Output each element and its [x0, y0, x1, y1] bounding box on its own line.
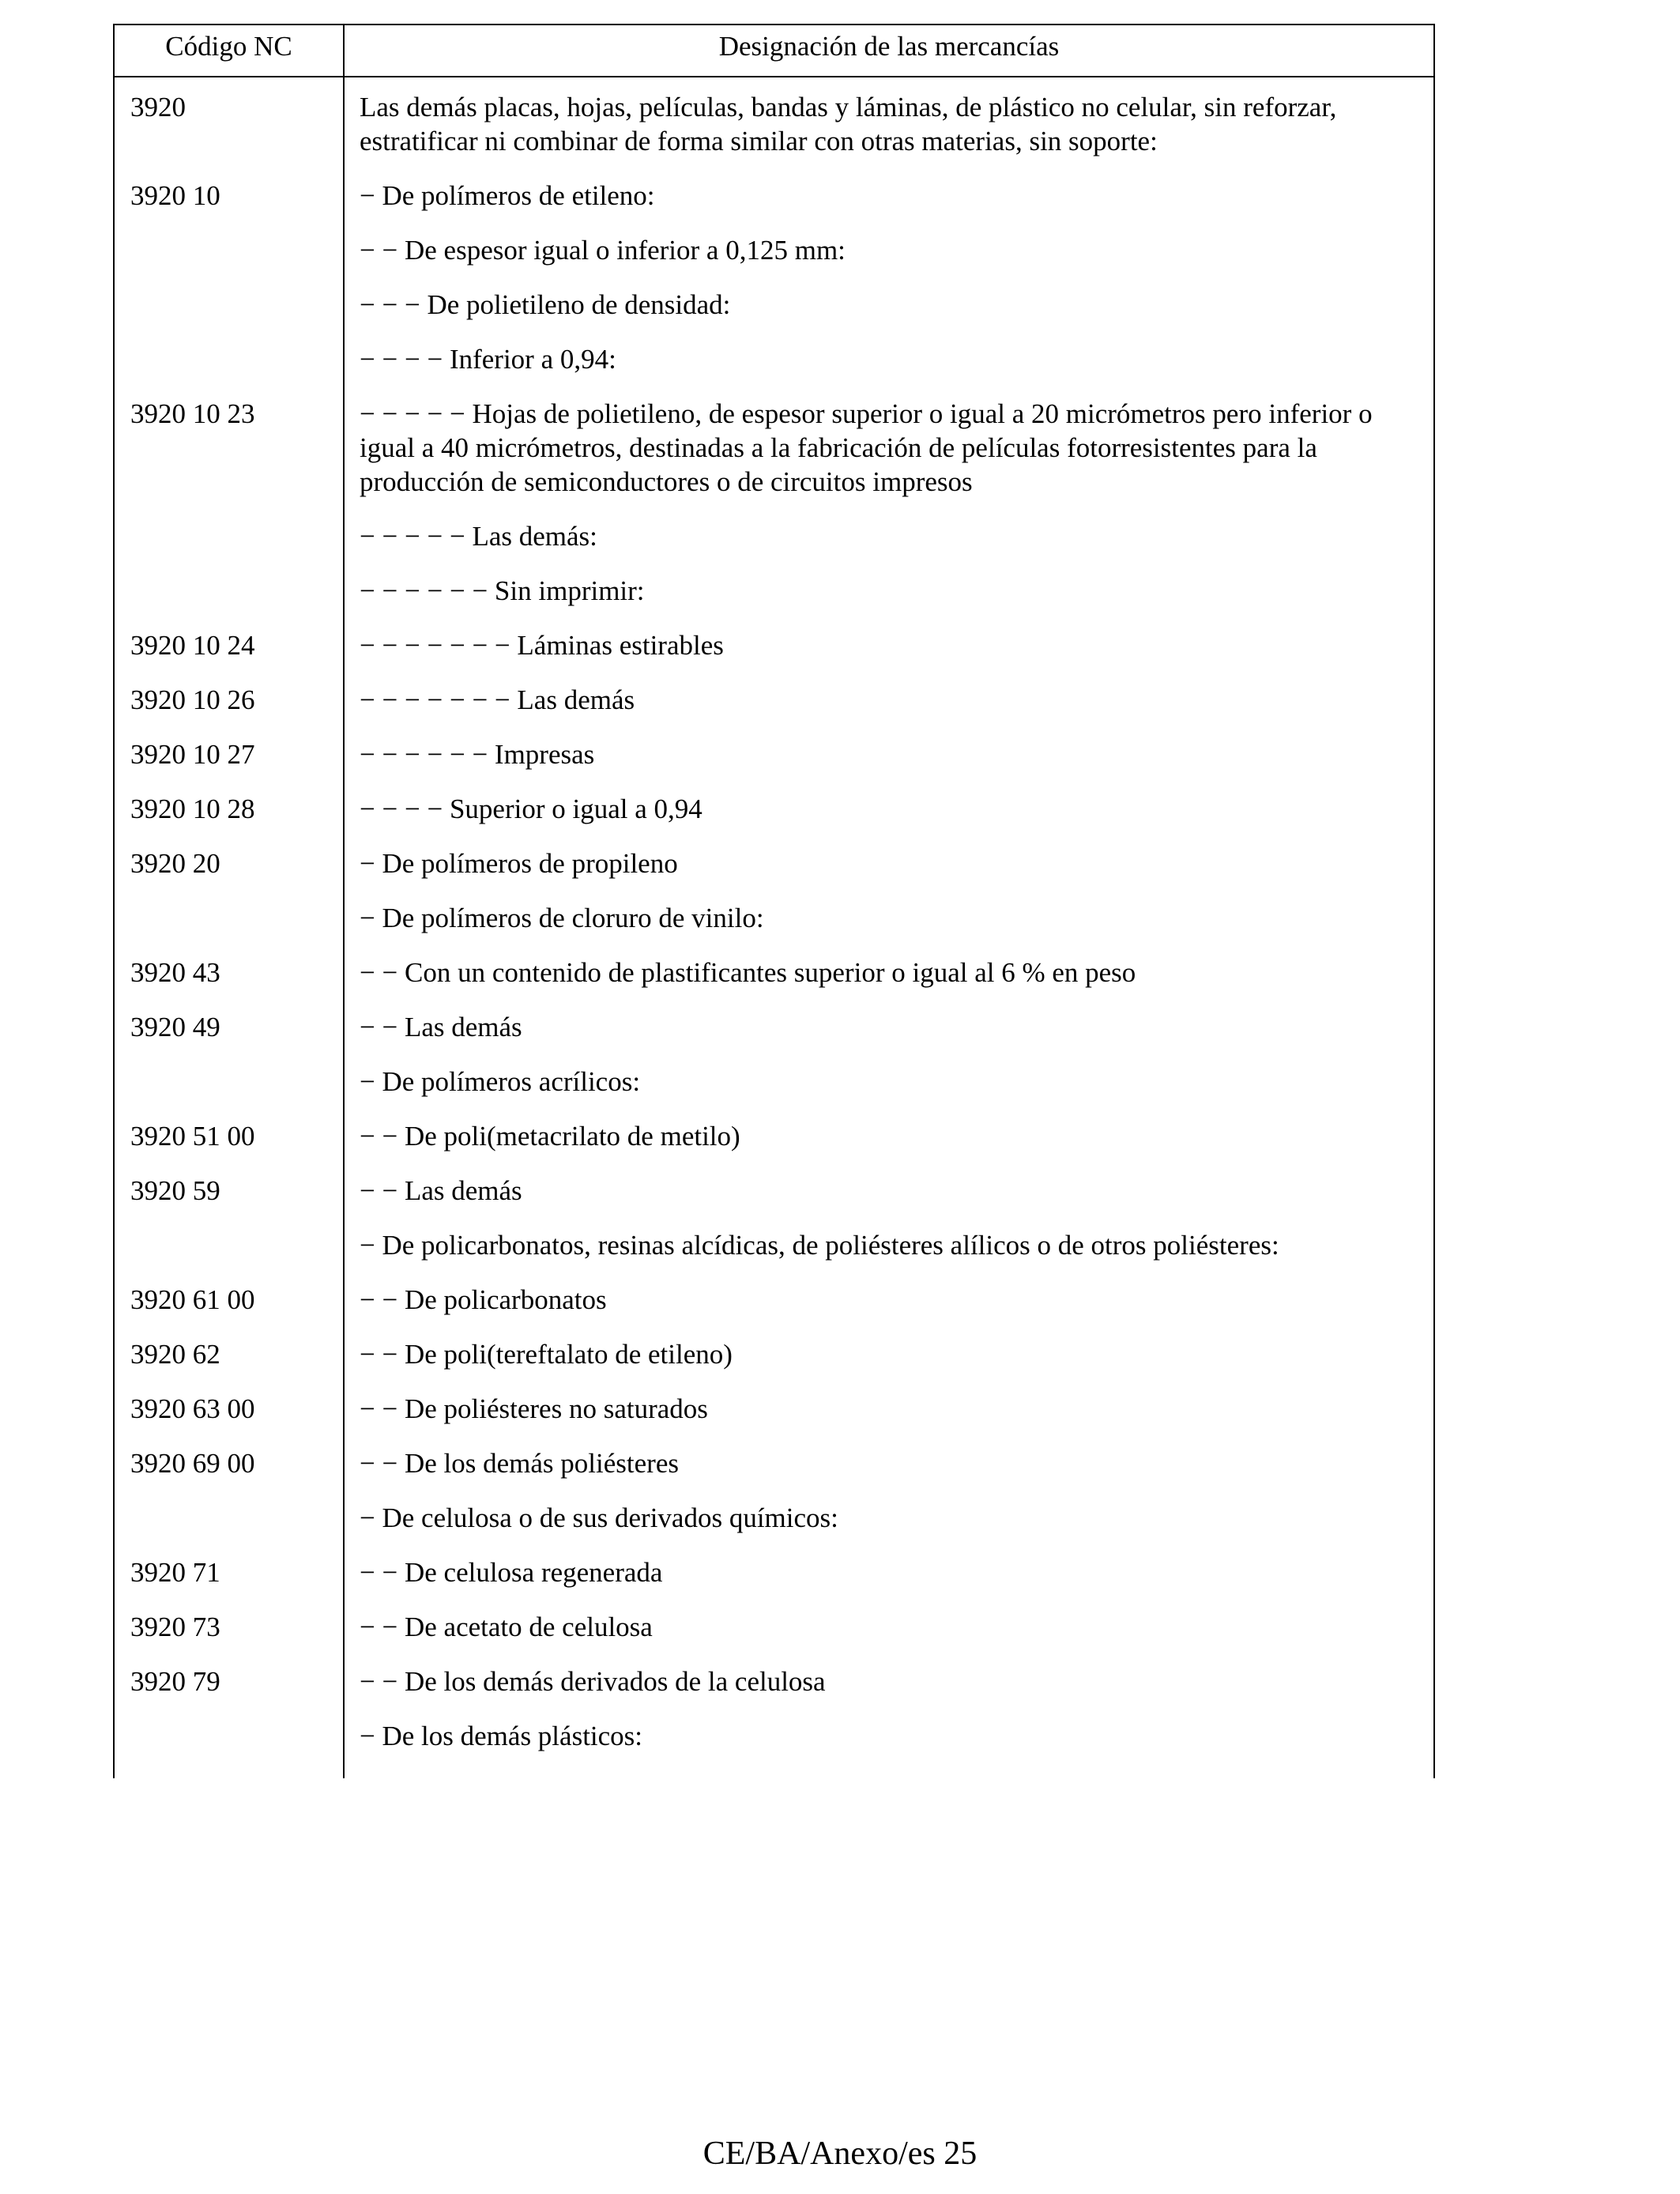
code-nc-cell: 3920 62 — [130, 1339, 220, 1370]
designation-cell: − − − − − − − Láminas estirables — [360, 630, 724, 661]
designation-cell: − − Las demás — [360, 1175, 522, 1206]
table-row — [115, 574, 1433, 608]
designation-cell: − − Las demás — [360, 1012, 522, 1042]
table-row — [115, 1555, 1433, 1589]
table-row — [115, 1065, 1433, 1099]
table-row — [115, 1446, 1433, 1480]
designation-cell: − − − − − − Impresas — [360, 739, 595, 770]
code-nc-cell: 3920 10 24 — [130, 630, 255, 661]
designation-cell: − − − De polietileno de densidad: — [360, 289, 731, 320]
designation-cell: − − − − − Las demás: — [360, 521, 597, 552]
table-row — [115, 683, 1433, 717]
code-nc-cell: 3920 79 — [130, 1666, 220, 1697]
code-nc-cell: 3920 51 00 — [130, 1121, 255, 1152]
table-row — [115, 956, 1433, 990]
designation-cell: − − − − − − − Las demás — [360, 684, 635, 715]
designation-cell: − − De poli(metacrilato de metilo) — [360, 1121, 740, 1152]
table-row — [115, 1283, 1433, 1317]
designation-cell: − − − − − − Sin imprimir: — [360, 575, 645, 606]
header-code-nc: Código NC — [165, 31, 292, 62]
designation-cell: − − Con un contenido de plastificantes superior o igual al 6 % en peso — [360, 957, 1136, 988]
code-nc-cell: 3920 10 27 — [130, 739, 255, 770]
designation-cell: − De polímeros de propileno — [360, 848, 678, 879]
table-row — [115, 628, 1433, 662]
designation-cell: − De los demás plásticos: — [360, 1721, 643, 1751]
code-nc-cell: 3920 49 — [130, 1012, 220, 1042]
table-row — [115, 1610, 1433, 1644]
designation-cell: − − De los demás derivados de la celulosa — [360, 1666, 826, 1697]
header-designation: Designación de las mercancías — [718, 31, 1060, 62]
table-row — [115, 1119, 1433, 1153]
table-row — [115, 1664, 1433, 1698]
table-row — [115, 1010, 1433, 1044]
code-nc-cell: 3920 63 00 — [130, 1393, 255, 1424]
designation-cell: − − De celulosa regenerada — [360, 1557, 663, 1588]
designation-cell: − − − − − Hojas de polietileno, de espesor superior o igual a 20 micrómetros pero inferior o igual a 40 micrómetros, destinadas a la fabricación de películas fotorresistentes para la producción de semiconductores o de circuitos impresos — [360, 398, 1373, 497]
designation-cell: − De polímeros de etileno: — [360, 180, 655, 211]
designation-cell: − De celulosa o de sus derivados químicos: — [360, 1502, 838, 1533]
page-footer-reference: CE/BA/Anexo/es 25 — [703, 2136, 977, 2172]
designation-cell: − − De poli(tereftalato de etileno) — [360, 1339, 733, 1370]
code-nc-cell: 3920 61 00 — [130, 1284, 255, 1315]
designation-cell: Las demás placas, hojas, películas, bandas y láminas, de plástico no celular, sin reforzar, estratificar ni combinar de forma similar con otras materias, sin soporte: — [360, 92, 1337, 156]
code-nc-cell: 3920 43 — [130, 957, 220, 988]
code-nc-cell: 3920 71 — [130, 1557, 220, 1588]
table-row — [115, 519, 1433, 553]
table-row — [115, 288, 1433, 322]
designation-cell: − − De los demás poliésteres — [360, 1448, 679, 1479]
table-row — [115, 1501, 1433, 1535]
code-nc-cell: 3920 10 — [130, 180, 220, 211]
code-nc-cell: 3920 59 — [130, 1175, 220, 1206]
designation-cell: − − De espesor igual o inferior a 0,125 mm: — [360, 235, 846, 266]
designation-cell: − − − − Inferior a 0,94: — [360, 344, 616, 375]
table-body — [115, 90, 1433, 1774]
table-row — [115, 1719, 1433, 1753]
designation-cell: − De polímeros acrílicos: — [360, 1066, 641, 1097]
table-row — [115, 1337, 1433, 1371]
designation-cell: − − De poliésteres no saturados — [360, 1393, 708, 1424]
table-row — [115, 233, 1433, 267]
table-header — [115, 24, 1433, 77]
designation-cell: − − De acetato de celulosa — [360, 1612, 653, 1642]
tariff-table — [113, 24, 1435, 1778]
designation-cell: − − − − Superior o igual a 0,94 — [360, 794, 703, 824]
table-row — [115, 1228, 1433, 1262]
table-row — [115, 737, 1433, 771]
code-nc-cell: 3920 10 23 — [130, 398, 255, 429]
table-row — [115, 1392, 1433, 1426]
code-nc-cell: 3920 10 26 — [130, 684, 255, 715]
designation-cell: − − De policarbonatos — [360, 1284, 607, 1315]
table-row — [115, 90, 1433, 158]
table-row — [115, 846, 1433, 880]
table-row — [115, 792, 1433, 826]
table-row — [115, 1174, 1433, 1208]
table-row — [115, 179, 1433, 213]
designation-cell: − De policarbonatos, resinas alcídicas, de poliésteres alílicos o de otros poliésteres: — [360, 1230, 1279, 1261]
code-nc-cell: 3920 10 28 — [130, 794, 255, 824]
designation-cell: − De polímeros de cloruro de vinilo: — [360, 903, 764, 933]
code-nc-cell: 3920 73 — [130, 1612, 220, 1642]
code-nc-cell: 3920 — [130, 92, 186, 123]
table-row — [115, 342, 1433, 376]
table-row — [115, 397, 1433, 499]
code-nc-cell: 3920 69 00 — [130, 1448, 255, 1479]
code-nc-cell: 3920 20 — [130, 848, 220, 879]
table-row — [115, 901, 1433, 935]
